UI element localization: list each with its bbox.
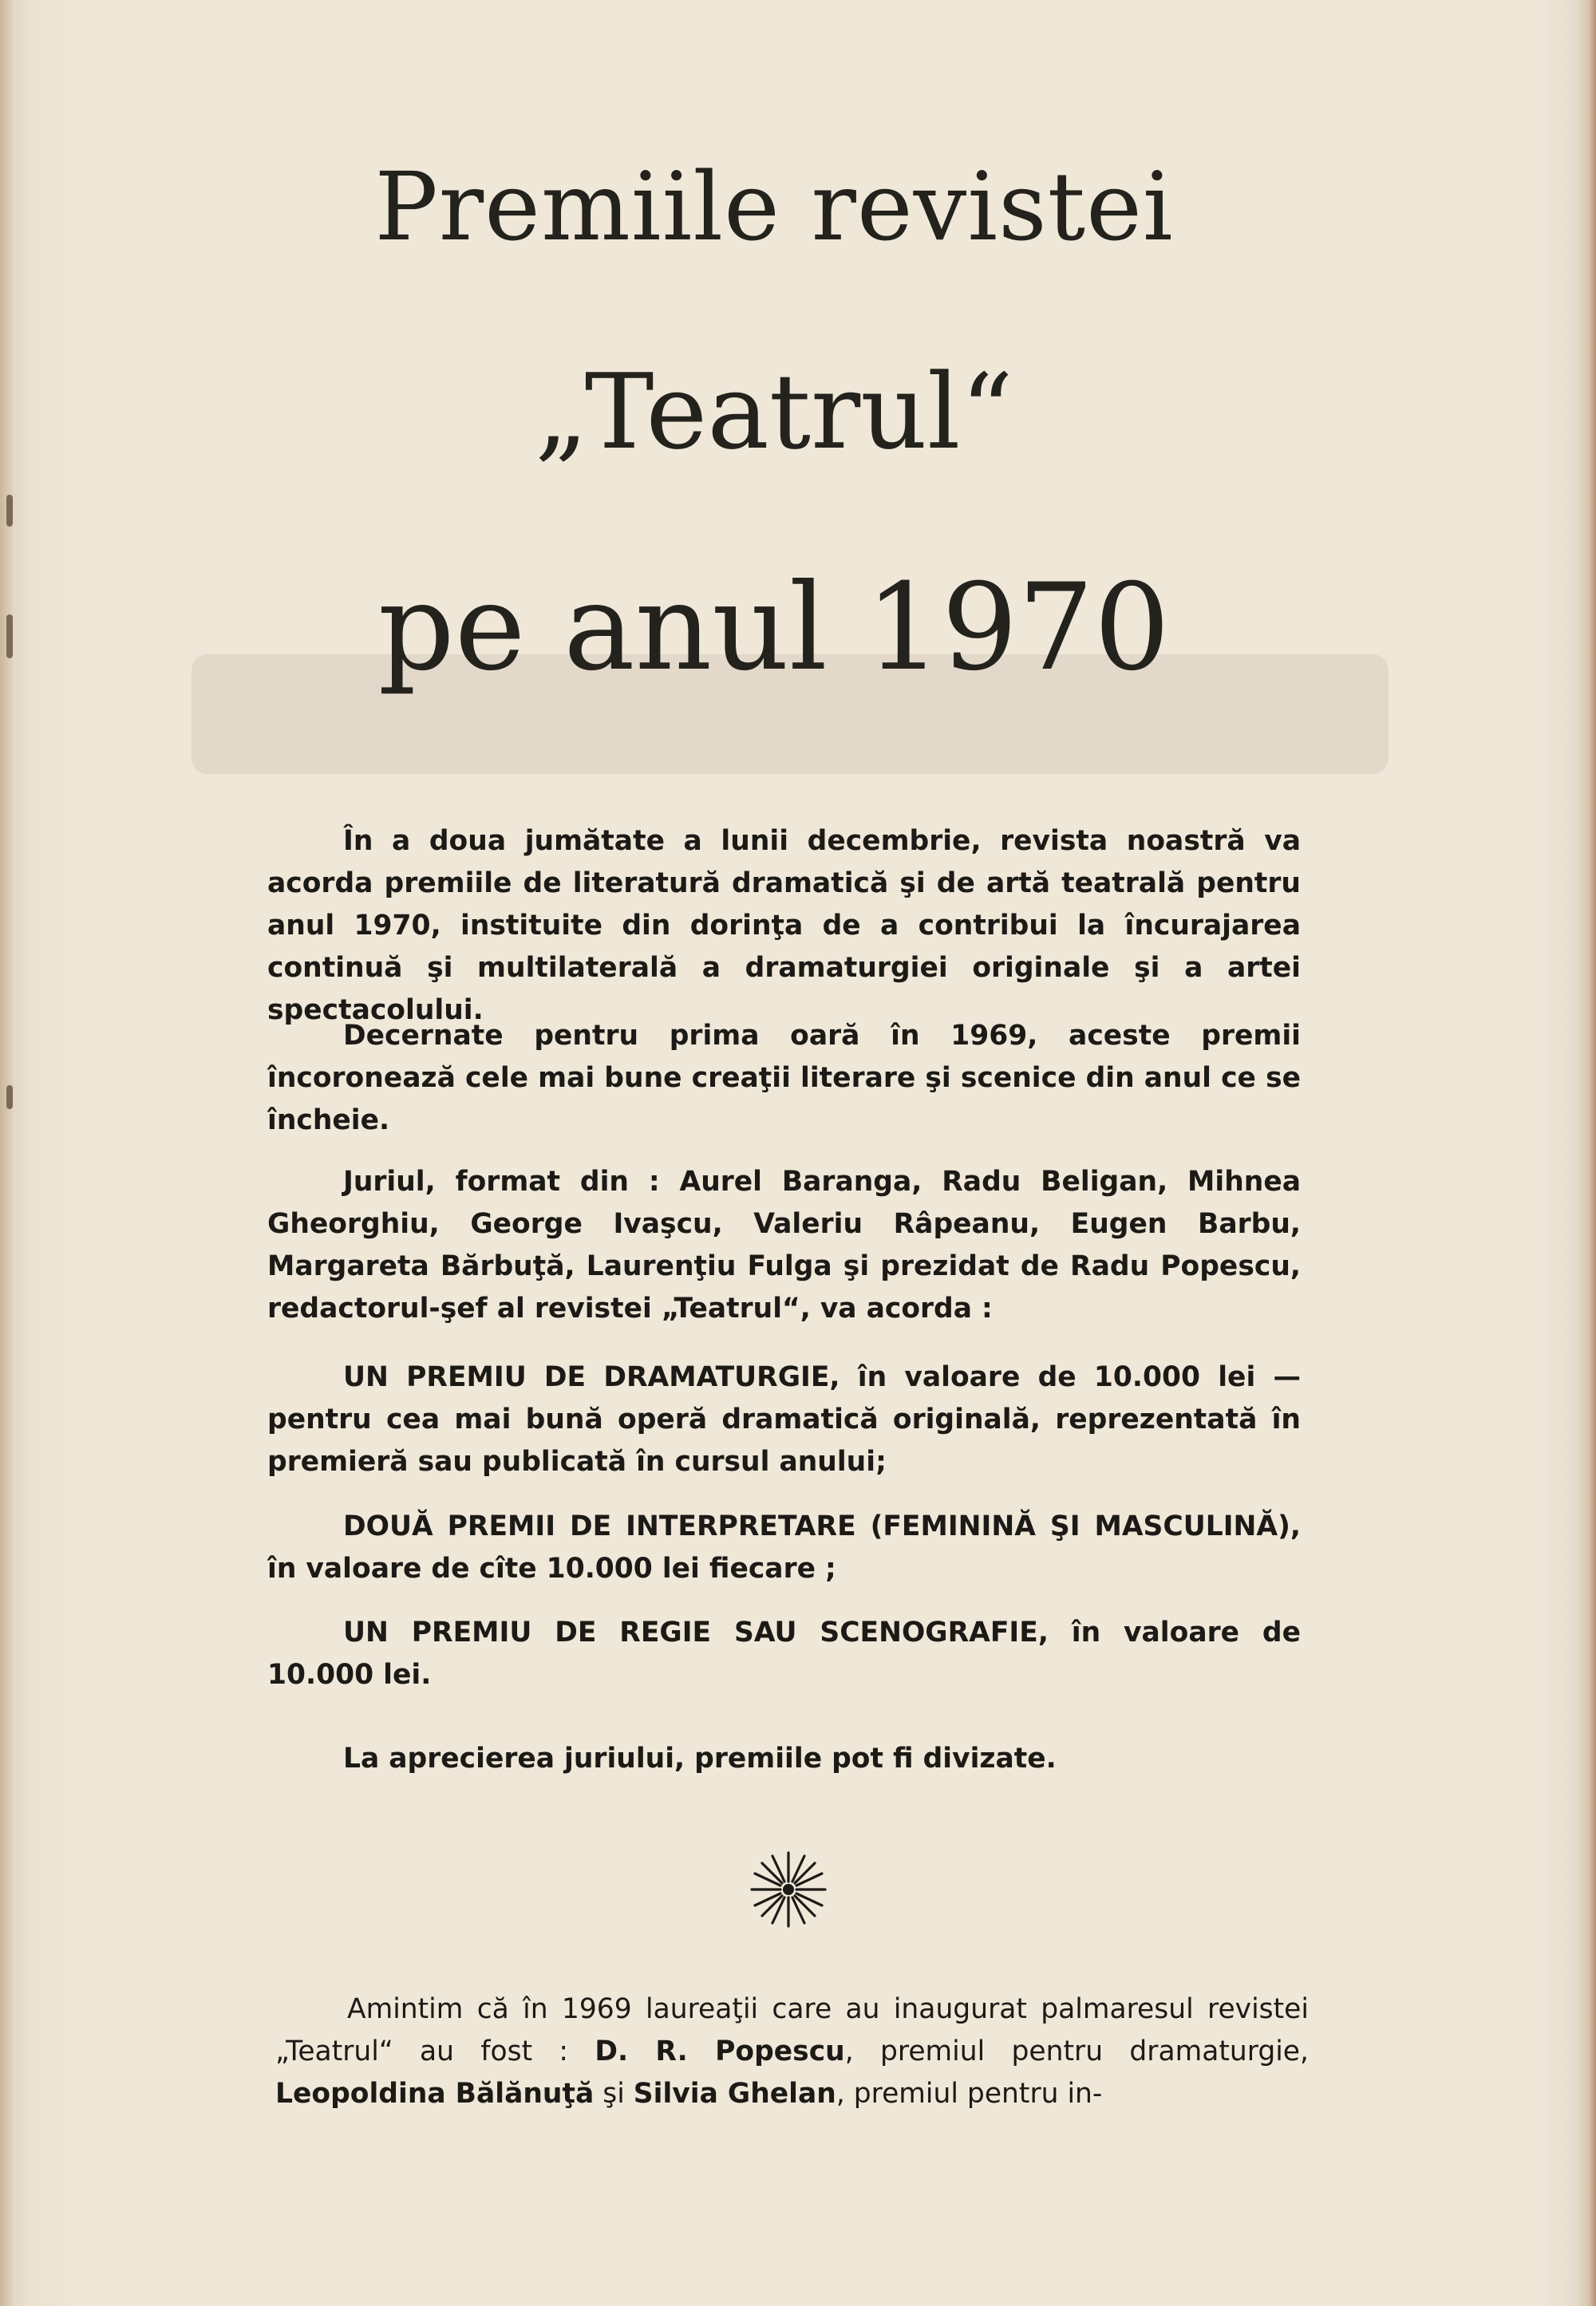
binding-mark <box>6 495 13 527</box>
division-note: La aprecierea juriului, premiile pot fi divizate. <box>343 1743 1057 1775</box>
history-paragraph: Decernate pentru prima oară în 1969, aceste premii încoronează cele mai bune creaţii literare şi scenice din anul ce se încheie. <box>267 1020 1301 1136</box>
laureate-name: Leopoldina Bălănuţă <box>275 2078 595 2110</box>
laureate-name: D. R. Popescu <box>595 2036 845 2067</box>
laureates-text: , premiul pentru in- <box>836 2078 1103 2110</box>
laureates-text: şi <box>594 2078 634 2110</box>
prize-dramaturgy: UN PREMIU DE DRAMATURGIE, în valoare de 10.000 lei — pentru cea mai bună operă dramatică originală, reprezentată în premieră sau publicată în cursul anului; <box>267 1361 1301 1478</box>
title-line-2: „Teatrul“ <box>535 351 1013 472</box>
laureates-text: , premiul pentru dramaturgie, <box>844 2036 1309 2067</box>
title-line-1: Premiile revistei <box>374 152 1174 262</box>
prize-direction: UN PREMIU DE REGIE SAU SCENOGRAFIE, în valoare de 10.000 lei. <box>267 1617 1301 1691</box>
laureate-name: Silvia Ghelan <box>633 2078 836 2110</box>
title-line-3: pe anul 1970 <box>377 559 1171 697</box>
laureates-intro: Amintim că în 1969 laureaţii care au inaugurat palmaresul revistei „Teatrul“ au fost : <box>275 1993 1309 2067</box>
sunburst-icon <box>749 1850 828 1929</box>
jury-paragraph: Juriul, format din : Aurel Baranga, Radu Beligan, Mihnea Gheorghiu, George Ivaşcu, Valeriu Râpeanu, Eugen Barbu, Margareta Bărbuţă, Laurenţiu Fulga şi prezidat de Radu Popescu, redactorul-şef al revistei „Teatrul“, va acorda : <box>267 1166 1301 1325</box>
laureates-paragraph <box>275 1988 1309 2115</box>
binding-mark <box>6 1085 13 1109</box>
announcement-paragraph: În a doua jumătate a lunii decembrie, revista noastră va acorda premiile de literatură dramatică şi de artă teatrală pentru anul 1970, instituite din dorinţa de a contribui la încurajarea continuă şi multilaterală a dramaturgiei originale şi a artei spectacolului. <box>267 825 1301 1026</box>
prize-interpretation: DOUĂ PREMII DE INTERPRETARE (FEMININĂ ŞI MASCULINĂ), în valoare de cîte 10.000 lei fiecare ; <box>267 1510 1301 1585</box>
